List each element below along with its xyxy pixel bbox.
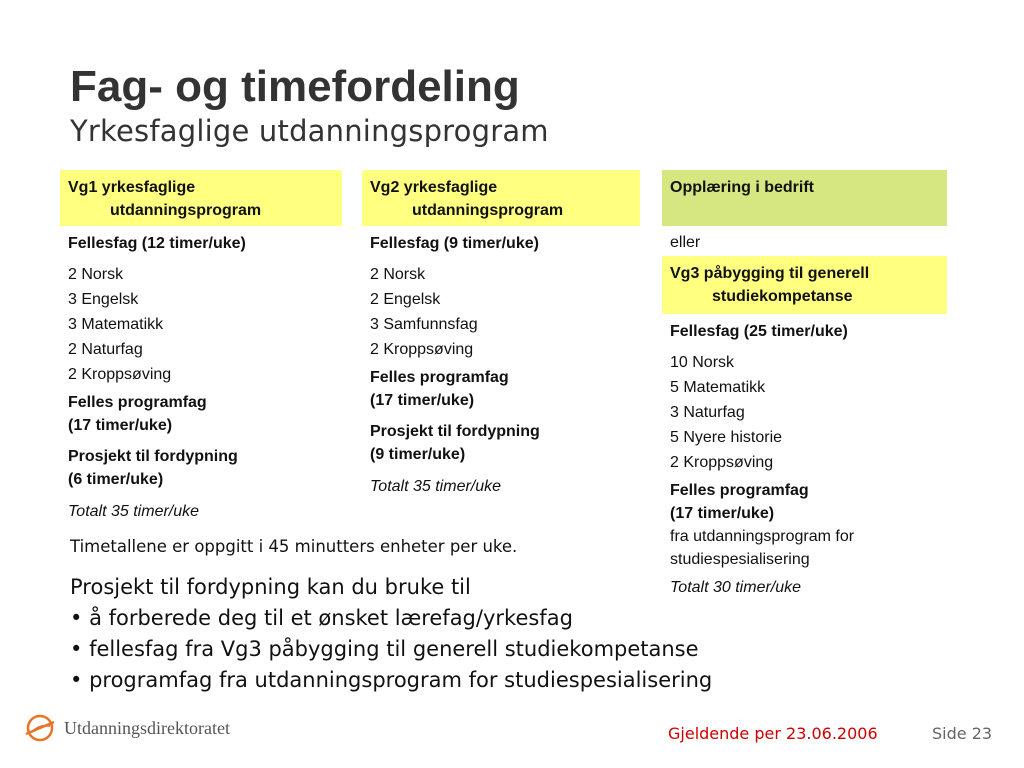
total-hours: Totalt 35 timer/uke xyxy=(68,503,200,520)
header-line-2: utdanningsprogram xyxy=(412,202,564,219)
subject-item: 3 Engelsk xyxy=(68,291,139,308)
header-line-2: utdanningsprogram xyxy=(110,202,262,219)
subject-list xyxy=(68,262,334,387)
logo-text: Utdanningsdirektoratet xyxy=(64,717,230,738)
programfag-line-1: Felles programfag xyxy=(370,369,509,386)
header-line-2: studiekompetanse xyxy=(712,288,853,305)
subject-item: 2 Norsk xyxy=(370,266,426,283)
total-hours: Totalt 35 timer/uke xyxy=(370,478,502,495)
page-title: Fag- og timefordeling xyxy=(70,62,520,111)
logo xyxy=(24,712,230,744)
subject-item: 2 Naturfag xyxy=(68,341,143,358)
prosjekt-title xyxy=(68,445,334,491)
project-bullet: • å forberede deg til et ønsket lærefag/yrkesfag xyxy=(70,603,712,634)
subject-item: 2 Norsk xyxy=(68,266,124,283)
prosjekt-line-1: Prosjekt til fordypning xyxy=(68,448,238,465)
column-header-vg3 xyxy=(662,256,947,314)
subject-list xyxy=(670,350,939,475)
column-header-vg2 xyxy=(362,170,640,226)
column-bedrift-vg3 xyxy=(662,170,947,599)
header-line-1: Vg3 påbygging til generell xyxy=(670,265,870,282)
subject-item: 5 Nyere historie xyxy=(670,429,783,446)
column-header-vg1 xyxy=(60,170,342,226)
programfag-line-2: (17 timer/uke) xyxy=(68,417,173,434)
hours-note: Timetallene er oppgitt i 45 minutters enheter per uke. xyxy=(70,537,518,556)
or-text: eller xyxy=(670,234,701,251)
subject-item: 10 Norsk xyxy=(670,354,735,371)
programfag-line-2: (17 timer/uke) xyxy=(370,392,475,409)
prosjekt-line-2: (9 timer/uke) xyxy=(370,446,466,463)
fellesfag-title: Fellesfag (25 timer/uke) xyxy=(670,323,848,340)
subject-item: 2 Kroppsøving xyxy=(370,341,474,358)
page-subtitle: Yrkesfaglige utdanningsprogram xyxy=(70,114,549,148)
fellesfag-title: Fellesfag (9 timer/uke) xyxy=(370,235,539,252)
footer-date: Gjeldende per 23.06.2006 xyxy=(668,724,878,743)
prosjekt-line-2: (6 timer/uke) xyxy=(68,471,164,488)
page-number: Side 23 xyxy=(932,724,993,743)
subject-item: 5 Matematikk xyxy=(670,379,766,396)
subject-list xyxy=(370,262,632,362)
programfag-title xyxy=(370,366,632,412)
project-info xyxy=(70,572,712,696)
column-vg2 xyxy=(362,170,640,498)
programfag-title xyxy=(670,479,939,571)
project-bullet: • programfag fra utdanningsprogram for studiespesialisering xyxy=(70,665,712,696)
column-vg1 xyxy=(60,170,342,523)
fellesfag-title: Fellesfag (12 timer/uke) xyxy=(68,235,246,252)
subject-item: 3 Naturfag xyxy=(670,404,745,421)
programfag-note-line-1: fra utdanningsprogram for xyxy=(670,528,855,545)
programfag-line-1: Felles programfag xyxy=(670,482,809,499)
subject-item: 3 Matematikk xyxy=(68,316,164,333)
subject-item: 2 Kroppsøving xyxy=(68,366,172,383)
header-line-1: Vg1 yrkesfaglige xyxy=(68,179,196,196)
project-bullet: • fellesfag fra Vg3 påbygging til generell studiekompetanse xyxy=(70,634,712,665)
subject-item: 3 Samfunnsfag xyxy=(370,316,478,333)
prosjekt-line-1: Prosjekt til fordypning xyxy=(370,423,540,440)
programfag-note-line-2: studiespesialisering xyxy=(670,551,810,568)
total-hours: Totalt 30 timer/uke xyxy=(670,579,802,596)
project-intro: Prosjekt til fordypning kan du bruke til xyxy=(70,575,471,599)
subject-item: 2 Kroppsøving xyxy=(670,454,774,471)
utdanningsdirektoratet-logo-icon xyxy=(24,712,56,744)
column-header-bedrift: Opplæring i bedrift xyxy=(662,170,947,226)
prosjekt-title xyxy=(370,420,632,466)
header-line-1: Vg2 yrkesfaglige xyxy=(370,179,498,196)
programfag-title xyxy=(68,391,334,437)
programfag-line-2: (17 timer/uke) xyxy=(670,505,775,522)
subject-item: 2 Engelsk xyxy=(370,291,441,308)
programfag-line-1: Felles programfag xyxy=(68,394,207,411)
